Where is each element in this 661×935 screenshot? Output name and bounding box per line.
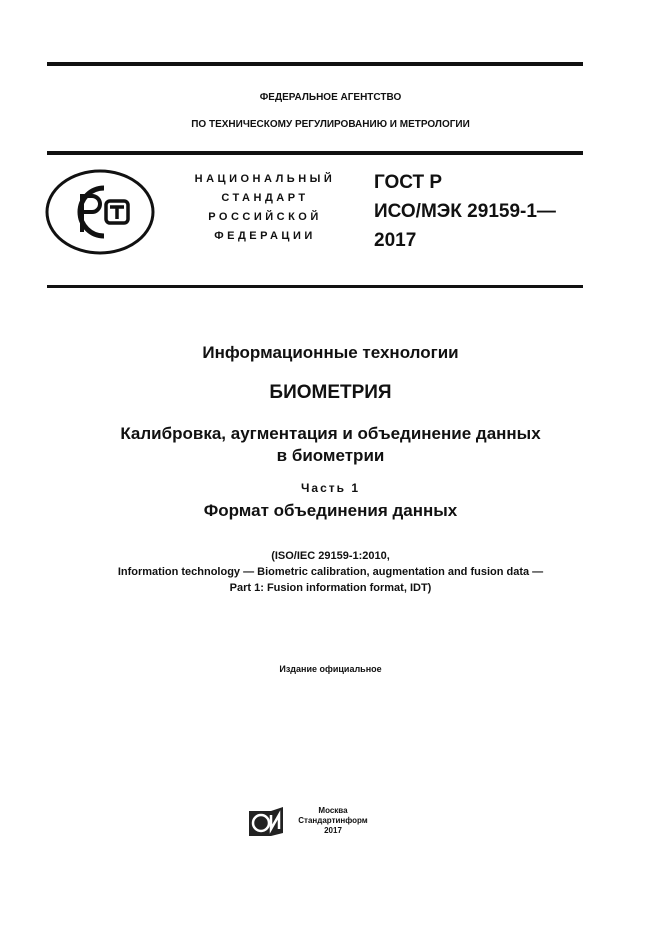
part-name: Формат объединения данных <box>203 501 458 520</box>
source-line2: Information technology — Biometric calibration, augmentation and fusion data — <box>117 566 544 578</box>
nat-line: СТАНДАРТ <box>221 192 309 204</box>
standartinform-logo-icon <box>247 805 287 837</box>
header-rule <box>47 151 583 155</box>
designation-line: ГОСТ Р <box>374 172 443 193</box>
publisher-year: 2017 <box>324 826 342 835</box>
nat-line: РОССИЙСКОЙ <box>208 211 322 223</box>
standard-designation <box>374 168 556 255</box>
publisher-city: Москва <box>318 806 348 815</box>
title-sub: БИОМЕТРИЯ <box>269 382 392 403</box>
national-standard-label <box>170 170 360 246</box>
title-part-1: Калибровка, аугментация и объединение данных <box>120 424 541 443</box>
top-rule <box>47 62 583 66</box>
source-line3: Part 1: Fusion information format, IDT) <box>229 582 432 594</box>
publisher-name: Стандартинформ <box>298 816 368 825</box>
part-number: Часть 1 <box>300 481 361 495</box>
source-line1: (ISO/IEC 29159-1:2010, <box>271 550 390 562</box>
divider-rule <box>47 285 583 288</box>
agency-line2: ПО ТЕХНИЧЕСКОМУ РЕГУЛИРОВАНИЮ И МЕТРОЛОГИИ <box>191 119 470 130</box>
nat-line: ФЕДЕРАЦИИ <box>214 230 316 242</box>
title-part-2: в биометрии <box>276 446 385 465</box>
agency-line1: ФЕДЕРАЛЬНОЕ АГЕНТСТВО <box>259 92 402 103</box>
edition-label: Издание официальное <box>279 664 382 674</box>
publisher-block <box>296 806 370 836</box>
nat-line: НАЦИОНАЛЬНЫЙ <box>194 173 336 185</box>
title-main: Информационные технологии <box>202 343 459 362</box>
rst-logo-icon <box>44 168 156 256</box>
designation-line: 2017 <box>374 230 417 251</box>
designation-line: ИСО/МЭК 29159-1— <box>374 201 556 222</box>
